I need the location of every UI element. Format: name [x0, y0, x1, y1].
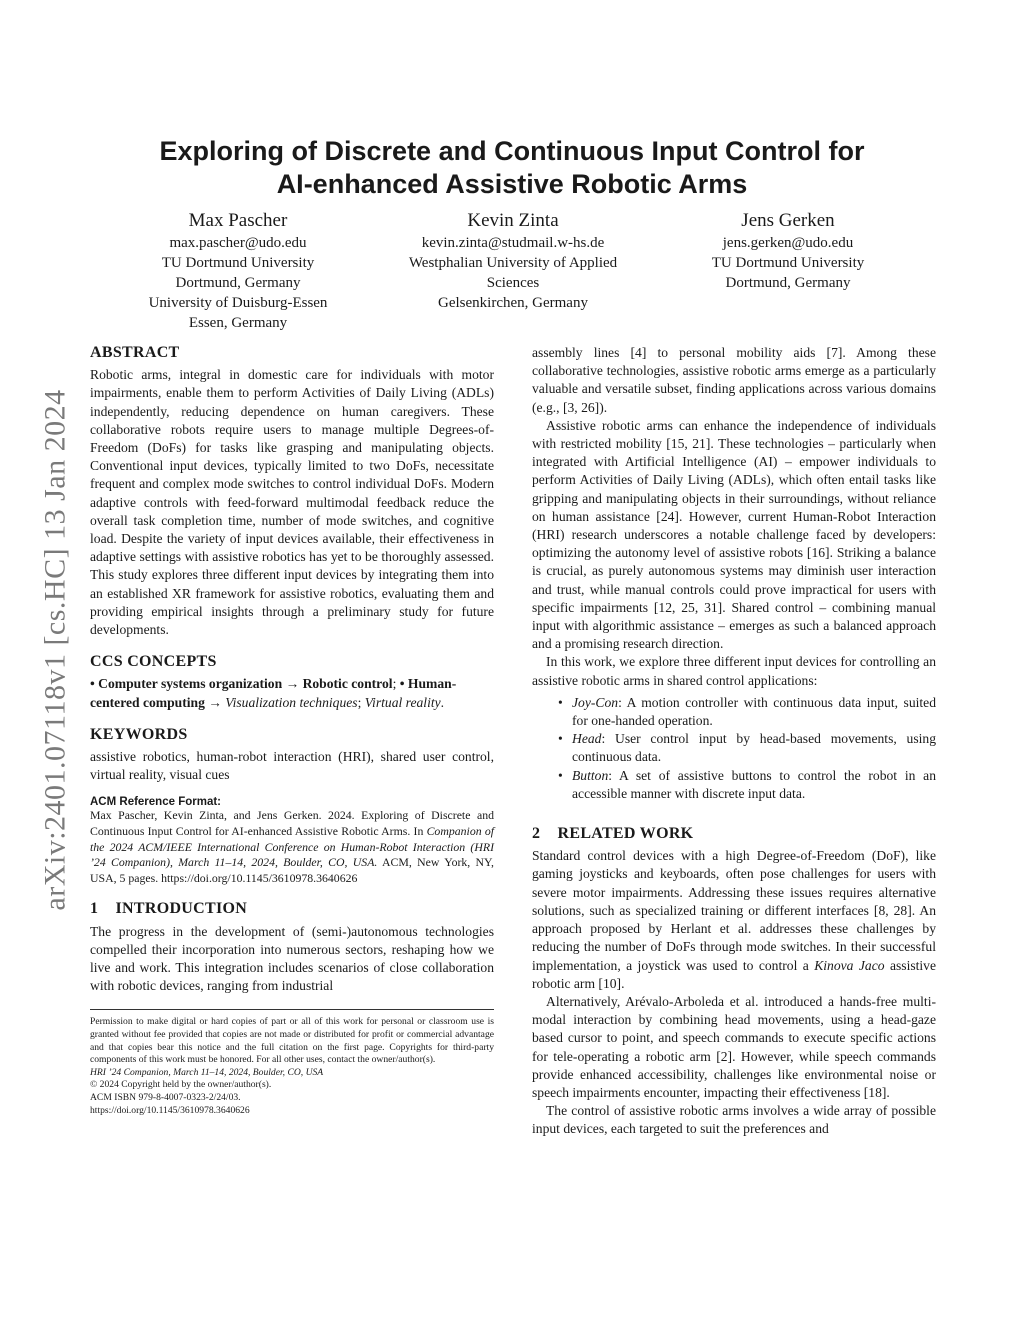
intro-paragraph-3: In this work, we explore three different input devices for controlling an assistive robotic arms in shared control applications: — [532, 654, 936, 688]
right-column — [532, 344, 936, 1139]
related-work-section — [532, 825, 936, 1138]
author-name: Max Pascher — [188, 210, 288, 231]
ccs-concept: • Computer systems organization — [90, 676, 283, 692]
acm-reference-heading: ACM Reference Format: — [90, 796, 221, 809]
ccs-separator: ; — [357, 694, 365, 710]
ccs-concept: • Human-centered computing — [90, 676, 457, 710]
list-item — [558, 694, 936, 730]
abstract-heading: ABSTRACT — [90, 344, 180, 361]
author-block-2 — [383, 208, 643, 313]
ccs-concept: Visualization techniques — [225, 694, 358, 710]
keywords-section — [90, 726, 494, 785]
ccs-arrow: → — [204, 694, 226, 710]
related-text: Standard control devices with a high Degree-of-Freedom (DoF), like gaming joysticks and keyboards, often pose challenges for users with severe motor impairments. Addressing these issues requires alternative solutions, such as specialized training or different interfaces [8, 28]. An approach proposed by Herlant et al. addresses these challenges by reducing the number of DoFs through mode switches. In their successful implementation, a joystick was used to control a — [532, 848, 936, 973]
introduction-heading: 1 INTRODUCTION — [90, 900, 248, 918]
introduction-paragraph: The progress in the development of (semi-)autonomous technologies compelled their incorporation into numerous sectors, reshaping how we live and work. This integration includes scenarios of close collaboration with robotic devices, ranging from industrial — [90, 923, 494, 994]
abstract-section — [90, 344, 494, 639]
ccs-separator: ; — [392, 676, 400, 692]
doi-link[interactable]: https://doi.org/10.1145/3610978.3640626 — [90, 1104, 250, 1116]
paper-title — [90, 135, 934, 201]
ccs-arrow: → — [282, 676, 303, 692]
keywords-text: assistive robotics, human-robot interaction (HRI), shared user control, virtual reality, visual cues — [90, 749, 494, 783]
list-term: Button — [572, 767, 609, 783]
conference-venue: HRI ’24 Companion, March 11–14, 2024, Boulder, CO, USA — [90, 1066, 324, 1078]
ccs-text — [90, 675, 494, 711]
copyright-footnote — [90, 1016, 494, 1117]
author-affiliation: TU Dortmund University — [161, 255, 315, 271]
keywords-heading: KEYWORDS — [90, 725, 188, 743]
author-name: Jens Gerken — [741, 210, 835, 231]
bullet-icon: • — [558, 694, 563, 710]
list-term: Head — [572, 731, 602, 747]
acm-reference — [90, 796, 494, 886]
author-name: Kevin Zinta — [467, 210, 559, 231]
footnote-divider — [90, 1009, 494, 1010]
author-email: jens.gerken@udo.edu — [722, 235, 854, 251]
ccs-section — [90, 653, 494, 712]
author-email: kevin.zinta@studmail.w-hs.de — [421, 235, 605, 251]
arxiv-identifier: arXiv:2401.07118v1 [cs.HC] 13 Jan 2024 — [39, 389, 73, 911]
related-paragraph-1 — [532, 847, 936, 993]
author-affiliation: Sciences — [486, 275, 540, 291]
list-text: : A set of assistive buttons to control the robot in an accessible manner with discrete input data. — [572, 767, 936, 801]
ccs-heading: CCS CONCEPTS — [90, 653, 217, 671]
list-item — [558, 767, 936, 803]
list-term: Joy-Con — [572, 694, 619, 710]
acm-reference-text — [90, 808, 494, 886]
permission-notice: Permission to make digital or hard copies of part or all of this work for personal or classroom use is granted without fee provided that copies are not made or distributed for profit or commercial advantage and that copies bear this notice and the full citation on the first page. Copyrights for third-party components of this work must be honored. For all other uses, contact the owner/author(s). — [90, 1016, 494, 1066]
acm-reference-authors: Max Pascher, Kevin Zinta, and Jens Gerken. 2024. Exploring of Discrete and Continuous Input Control for AI-enhanced Assistive Robotic Arms. In — [90, 808, 494, 839]
related-text: assistive robotic arm [10]. — [532, 957, 937, 991]
related-paragraph-3: The control of assistive robotic arms involves a wide array of possible input devices, each targeted to suit the preferences and — [532, 1103, 936, 1137]
related-work-heading: 2 RELATED WORK — [532, 825, 694, 843]
ccs-concept: Virtual reality — [364, 694, 441, 710]
author-location: Gelsenkirchen, Germany — [438, 295, 588, 311]
author-location: Dortmund, Germany — [175, 275, 301, 291]
isbn: ACM ISBN 979-8-4007-0323-2/24/03. — [90, 1092, 241, 1104]
abstract-text: Robotic arms, integral in domestic care for individuals with motor impairments, enable them to perform Activities of Daily Living (ADLs) independently, reducing dependence on human caregivers. These collaborative robots require users to manage multiple Degrees-of-Freedom (DoFs) for tasks like grasping and manipulating objects. Conventional input devices, typically limited to two DoFs, necessitate frequent and complex mode switches to control individual DoFs. Modern adaptive controls with feed-forward multimodal feedback reduce the overall task completion time, number of mode switches, and cognitive load. Despite the variety of input devices available, their effectiveness in adaptive settings with assistive robotics has yet to be thoroughly assessed. This study explores three different input devices by integrating them into an established XR framework for assistive robotics, evaluating them and providing empirical insights through a preliminary study for future developments. — [90, 367, 494, 638]
author-email: max.pascher@udo.edu — [169, 235, 307, 251]
bullet-icon: • — [558, 731, 563, 747]
list-item — [558, 730, 936, 766]
related-paragraph-2: Alternatively, Arévalo-Arboleda et al. introduced a hands-free multi-modal interaction by combining head movements, using a head-gaze based cursor to point, and speech commands to execute specific actions for tele-operating a robotic arm [2]. However, while speech commands provide enhanced accessibility, challenges like environmental noise or speech impairments encounter, impacting their effectiveness [18]. — [532, 993, 936, 1100]
input-device-list — [532, 694, 936, 803]
introduction-section — [90, 900, 494, 995]
list-text: : User control input by head-based movements, using continuous data. — [572, 731, 936, 765]
intro-paragraph-cont: assembly lines [4] to personal mobility aids [7]. Among these collaborative technologies, assistive robotic arms emerge as a particularly valuable and versatile subset, finding applications across various domains (e.g., [3, 26]). — [532, 345, 936, 415]
author-location: Dortmund, Germany — [725, 275, 851, 291]
bullet-icon: • — [558, 767, 563, 783]
acm-reference-doi: ACM, New York, NY, USA, 5 pages. https://doi.org/10.1145/3610978.3640626 — [90, 855, 495, 885]
list-text: : A motion controller with continuous data input, suited for one-handed operation. — [572, 694, 936, 729]
author-affiliation: Westphalian University of Applied — [408, 255, 618, 271]
introduction-continued — [532, 344, 936, 803]
related-emphasis: Kinova Jaco — [814, 957, 885, 973]
intro-paragraph-2: Assistive robotic arms can enhance the independence of individuals with restricted mobility [15, 21]. These technologies – particularly when integrated with Artificial Intelligence (AI) – empower individuals to perform Activities of Daily Living (ADLs), which often entail tasks like gripping and manipulating objects in their surroundings, without reliance on human assistance [24]. However, current Human-Robot Interaction (HRI) research underscores a notable challenge faced by developers: optimizing the autonomy level of assistive robots [16]. Striking a balance is crucial, as purely autonomous systems may diminish user interaction and trust, while manual controls could prove impractical for users with specific impairments [12, 25, 31]. Shared control – combining manual input with algorithmic assistance – emerges as such a balanced approach and a promising research direction. — [532, 417, 936, 652]
left-column — [90, 344, 494, 1117]
ccs-concept: Robotic control — [302, 676, 393, 692]
title-line-1: Exploring of Discrete and Continuous Input Control for — [159, 136, 865, 166]
author-location: Essen, Germany — [188, 315, 288, 331]
title-line-2: AI-enhanced Assistive Robotic Arms — [276, 169, 748, 199]
ccs-end: . — [440, 694, 445, 710]
author-block-1 — [112, 208, 364, 333]
acm-reference-venue: Companion of the 2024 ACM/IEEE International Conference on Human-Robot Interaction (HRI ’24 Companion), March 11–14, 2024, Boulder, CO, USA. — [90, 824, 495, 870]
arxiv-sidebar — [36, 355, 76, 945]
author-block-3 — [668, 208, 908, 293]
author-affiliation: University of Duisburg-Essen — [148, 295, 328, 311]
author-affiliation: TU Dortmund University — [711, 255, 865, 271]
copyright-notice: © 2024 Copyright held by the owner/author(s). — [90, 1079, 272, 1091]
